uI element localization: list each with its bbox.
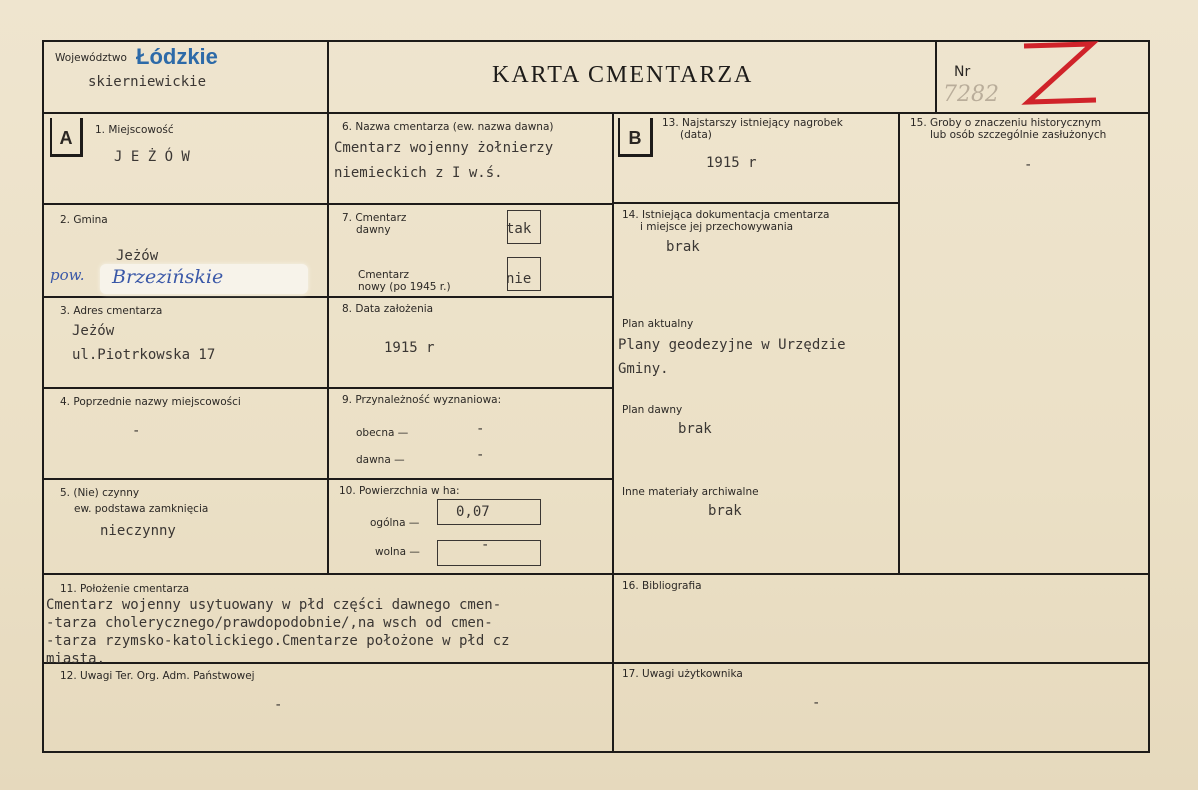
field-1-label: 1. Miejscowość: [95, 124, 174, 136]
row-line: [42, 573, 1150, 575]
nr-handwritten: 7282: [943, 82, 999, 107]
field-12-label: 12. Uwagi Ter. Org. Adm. Państwowej: [60, 670, 255, 682]
field-4-value: -: [132, 423, 141, 439]
field-14-value: brak: [666, 239, 700, 255]
obecna-label: obecna —: [356, 427, 409, 439]
wolna-label: wolna —: [375, 546, 420, 558]
section-a-badge: A: [50, 118, 83, 157]
field-3-value-line2: ul.Piotrkowska 17: [72, 347, 216, 363]
plan-dawny-label: Plan dawny: [622, 404, 683, 416]
frame-right: [1148, 40, 1150, 753]
plan-aktualny-line1: Plany geodezyjne w Urzędzie: [618, 337, 846, 353]
row-line: [42, 296, 328, 298]
field-6-value-line2: niemieckich z I w.ś.: [334, 165, 503, 181]
dawna-label: dawna —: [356, 454, 405, 466]
field-15-sublabel: lub osób szczególnie zasłużonych: [930, 129, 1107, 141]
nowy-value: nie: [506, 271, 532, 287]
field-5-sublabel: ew. podstawa zamknięcia: [74, 503, 209, 515]
field-11-line1: Cmentarz wojenny usytuowany w płd części dawnego cmen-: [46, 597, 502, 613]
card-title: KARTA CMENTARZA: [492, 62, 754, 88]
field-5-value: nieczynny: [100, 523, 176, 539]
field-11-line2: -tarza cholerycznego/prawdopodobnie/,na wsch od cmen-: [46, 615, 493, 631]
dawny-value: tak: [506, 221, 532, 237]
field-15-value: -: [1024, 157, 1033, 173]
inne-materialy-value: brak: [708, 503, 742, 519]
row-line: [327, 387, 613, 389]
frame-bottom: [42, 751, 1150, 753]
obecna-value: -: [476, 421, 485, 437]
field-9-label: 9. Przynależność wyznaniowa:: [342, 394, 502, 406]
field-11-label: 11. Położenie cmentarza: [60, 583, 190, 595]
inne-materialy-label: Inne materiały archiwalne: [622, 486, 759, 498]
field-11-line4: miasta.: [46, 651, 106, 667]
row-line: [42, 387, 328, 389]
field-14-sublabel: i miejsce jej przechowywania: [640, 221, 794, 233]
field-7-nowy-label: Cmentarz: [358, 269, 410, 281]
plan-dawny-value: brak: [678, 421, 712, 437]
nr-label: Nr: [954, 64, 971, 80]
col-divider-3: [898, 112, 900, 574]
plan-aktualny-line2: Gminy.: [618, 361, 669, 377]
field-8-label: 8. Data założenia: [342, 303, 434, 315]
field-8-value: 1915 r: [384, 340, 435, 356]
powiat-value: skierniewickie: [88, 74, 207, 90]
field-12-value: -: [274, 697, 283, 713]
row-line: [327, 478, 613, 480]
pow-handwritten: pow.: [50, 266, 85, 284]
wojewodztwo-stamp: Łódzkie: [136, 44, 218, 69]
field-2-label: 2. Gmina: [60, 214, 108, 226]
field-4-label: 4. Poprzednie nazwy miejscowości: [60, 396, 241, 408]
header-divider-1: [327, 40, 329, 114]
field-13-label: 13. Najstarszy istniejący nagrobek: [662, 117, 843, 129]
row-line: [42, 203, 328, 205]
field-13-value: 1915 r: [706, 155, 757, 171]
field-17-label: 17. Uwagi użytkownika: [622, 668, 743, 680]
field-5-label: 5. (Nie) czynny: [60, 487, 140, 499]
field-7-nowy-sublabel: nowy (po 1945 r.): [358, 281, 451, 293]
field-1-value: J E Ż Ó W: [114, 149, 190, 165]
wolna-value: -: [481, 537, 490, 553]
ogolna-label: ogólna —: [370, 517, 420, 529]
ogolna-value: 0,07: [456, 504, 490, 520]
header-bottom-line: [42, 112, 1150, 114]
row-line: [327, 296, 613, 298]
field-3-label: 3. Adres cmentarza: [60, 305, 163, 317]
row-line: [612, 202, 899, 204]
field-11-line3: -tarza rzymsko-katolickiego.Cmentarze położone w płd cz: [46, 633, 510, 649]
frame-left: [42, 40, 44, 753]
col-divider-1: [327, 112, 329, 574]
row-line: [327, 203, 613, 205]
header-divider-2: [935, 40, 937, 114]
wojewodztwo-label: Województwo: [55, 52, 127, 64]
frame-top: [42, 40, 1150, 42]
field-7-dawny-label: dawny: [356, 224, 391, 236]
field-15-label: 15. Groby o znaczeniu historycznym: [910, 117, 1102, 129]
z-marker-icon: [1018, 38, 1100, 110]
dawna-value: -: [476, 447, 485, 463]
field-3-value-line1: Jeżów: [72, 323, 115, 339]
section-b-badge: B: [618, 118, 653, 157]
pow-value-handwritten: Brzezińskie: [112, 266, 224, 288]
field-16-label: 16. Bibliografia: [622, 580, 702, 592]
field-6-value-line1: Cmentarz wojenny żołnierzy: [334, 140, 554, 156]
col-divider-2: [612, 112, 614, 753]
field-13-sublabel: (data): [680, 129, 712, 141]
plan-aktualny-label: Plan aktualny: [622, 318, 694, 330]
field-14-label: 14. Istniejąca dokumentacja cmentarza: [622, 209, 830, 221]
row-line: [42, 478, 328, 480]
field-10-label: 10. Powierzchnia w ha:: [339, 485, 460, 497]
field-7-label: 7. Cmentarz: [342, 212, 407, 224]
row-line: [42, 662, 1150, 664]
field-2-value: Jeżów: [116, 248, 159, 264]
field-6-label: 6. Nazwa cmentarza (ew. nazwa dawna): [342, 121, 554, 133]
field-17-value: -: [812, 695, 821, 711]
